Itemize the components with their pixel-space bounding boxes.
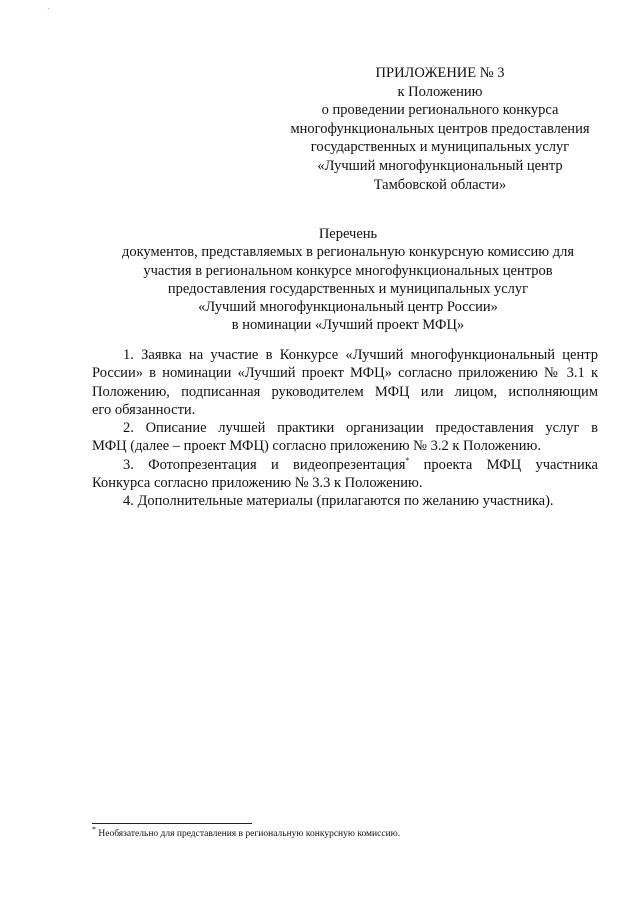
footnote-text: Необязательно для представления в региональную конкурсную комиссию. [96, 829, 401, 839]
list-item-text: проекта МФЦ участника [409, 456, 598, 473]
appendix-line: Тамбовской области» [373, 176, 507, 193]
list-item-3 [92, 456, 598, 493]
appendix-line: государственных и муниципальных услуг [310, 139, 570, 156]
scan-mark: ´ [47, 7, 50, 16]
title-line: «Лучший многофункциональный центр России» [198, 299, 498, 316]
title-line: документов, представляемых в региональную конкурсную комиссию для [121, 244, 575, 261]
title-line: в номинации «Лучший проект МФЦ» [231, 317, 465, 334]
title-line: участия в региональном конкурсе многофункциональных центров [143, 262, 553, 279]
appendix-line: о проведении регионального конкурса [321, 102, 559, 119]
list-item-text: 3. Фотопрезентация и видеопрезентация [123, 456, 406, 473]
list-item-line: 1. Заявка на участие в Конкурсе «Лучший многофункциональный центр [123, 347, 598, 363]
title-line: предоставления государственных и муниципальных услуг [167, 280, 529, 297]
appendix-line: «Лучший многофункциональный центр [317, 157, 563, 174]
list-item-4 [92, 492, 598, 510]
footnote-divider [92, 823, 252, 824]
document-list [92, 346, 598, 511]
list-item-line: его обязанности. [92, 401, 196, 418]
list-item-1 [92, 346, 598, 419]
list-item-line: МФЦ (далее – проект МФЦ) согласно приложению № 3.2 к Положению. [92, 438, 541, 455]
footnote [92, 824, 401, 839]
title-heading: Перечень [318, 226, 378, 242]
appendix-header [270, 64, 610, 194]
list-item-line: 2. Описание лучшей практики организации предоставления услуг в [123, 420, 598, 437]
footnote-mark: * [92, 824, 96, 834]
appendix-number: ПРИЛОЖЕНИЕ № 3 [375, 65, 505, 81]
list-item-line: Положению, подписанная руководителем МФЦ или лицом, исполняющим [92, 383, 598, 400]
list-item-line: 4. Дополнительные материалы (прилагаются по желанию участника). [123, 493, 554, 510]
list-item-line: России» в номинации «Лучший проект МФЦ» согласно приложению № 3.1 к [92, 365, 598, 382]
appendix-line: к Положению [397, 83, 483, 100]
list-item-line: Конкурса согласно приложению № 3.3 к Положению. [92, 475, 423, 492]
appendix-line: многофункциональных центров предоставления [290, 120, 590, 137]
list-item-2 [92, 419, 598, 456]
footnote-reference: * [405, 455, 410, 465]
list-item-line [92, 456, 598, 474]
document-title [88, 225, 608, 335]
